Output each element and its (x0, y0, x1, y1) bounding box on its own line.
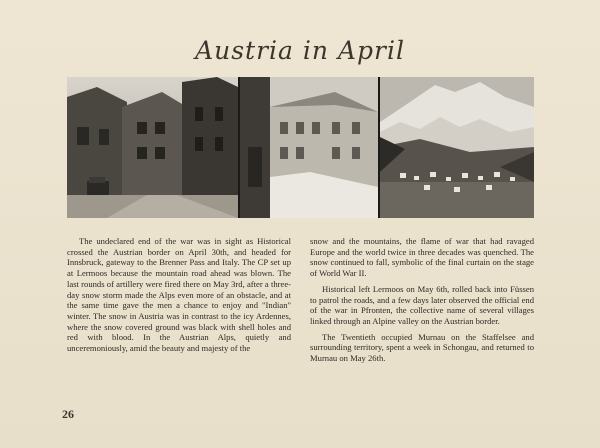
alpine-valley-photo (380, 77, 534, 218)
paragraph: The undeclared end of the war was in sight as Historical crossed the Austrian border on April 30th, and headed for Innsbruck, gateway to the Brenner Pass and Italy. The CP set up at Lermoos because the mountain road ahead was blown. The last rounds of artillery were fired there on May 3rd, after a three-day snow storm made the Alps even more of an obstacle, and at the same time gave the men a chance to enjoy and "Indian" winter. The snow in Austria was in contrast to the icy Ardennes, where the snow covered ground was black with shell holes and red with blood. In the Austrian Alps, quietly and unceremoniously, amid the beauty and majesty of the (67, 236, 291, 354)
street-scene-photo (67, 77, 238, 218)
article-columns (67, 236, 534, 369)
right-column (310, 236, 534, 369)
left-column (67, 236, 291, 369)
photo-strip (67, 77, 534, 218)
paragraph: snow and the mountains, the flame of war that had ravaged Europe and the world twice in three decades was quenched. The snow continued to fall, symbolic of the final curtain on the stage of World War II. (310, 236, 534, 279)
page-number: 26 (62, 407, 74, 421)
page-title: Austria in April (195, 36, 405, 65)
hotel-buildings-photo (240, 77, 378, 218)
paragraph: The Twentieth occupied Murnau on the Staffelsee and surrounding territory, spent a week in Schongau, and returned to Murnau on May 26th. (310, 331, 534, 364)
paragraph: Historical left Lermoos on May 6th, rolled back into Füssen to patrol the roads, and a few days later observed the official end of the war in Pfronten, the collective name of several villages linked through an Alpine valley on the Austrian border. (310, 283, 534, 326)
